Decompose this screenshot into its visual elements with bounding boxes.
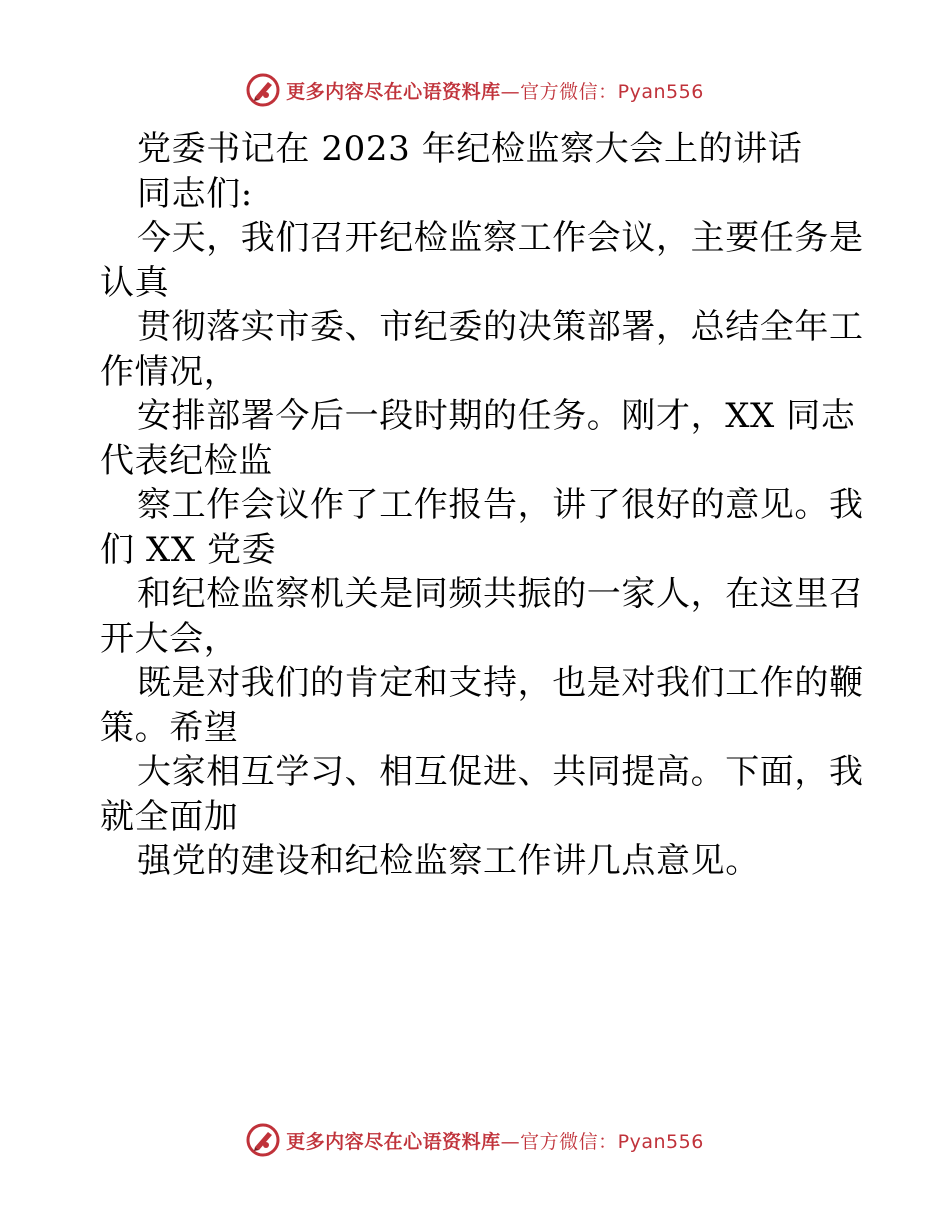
banner-text (286, 77, 704, 104)
document-body (100, 127, 864, 884)
banner-dash: — (500, 1130, 521, 1153)
text-line: 们 XX 党委 (100, 529, 277, 570)
header-banner (0, 70, 950, 110)
banner-dash: — (500, 80, 521, 103)
text-line: 贯彻落实市委、市纪委的决策部署，总结全年工 (137, 307, 864, 347)
text-line: 和纪检监察机关是同频共振的一家人，在这里召 (137, 574, 864, 614)
text-line: 开大会， (100, 618, 239, 659)
text-line: 大家相互学习、相互促进、共同提高。下面，我 (137, 752, 864, 792)
text-line: 策。希望 (100, 707, 239, 748)
text-line: 察工作会议作了工作报告，讲了很好的意见。我 (137, 485, 864, 525)
banner-title: 更多内容尽在心语资料库 (286, 1130, 501, 1153)
footer-banner (0, 1120, 950, 1160)
text-line: 代表纪检监 (100, 440, 273, 481)
banner-text (286, 1127, 704, 1154)
document-title: 党委书记在 2023 年纪检监察大会上的讲话 (137, 129, 803, 169)
banner-wechat: 官方微信：Pyan556 (520, 80, 704, 103)
pen-logo-icon (246, 73, 280, 107)
text-line: 既是对我们的肯定和支持，也是对我们工作的鞭 (137, 663, 864, 703)
text-line: 就全面加 (100, 796, 239, 837)
text-line: 同志们: (137, 173, 253, 214)
text-line: 认真 (100, 262, 170, 303)
text-line: 强党的建设和纪检监察工作讲几点意见。 (137, 841, 760, 881)
text-line: 作情况， (100, 351, 239, 392)
banner-wechat: 官方微信：Pyan556 (520, 1130, 704, 1153)
text-line: 今天，我们召开纪检监察工作会议，主要任务是 (137, 218, 864, 258)
pen-logo-icon (246, 1123, 280, 1157)
banner-title: 更多内容尽在心语资料库 (286, 80, 501, 103)
text-line: 安排部署今后一段时期的任务。刚才，XX 同志 (137, 396, 856, 436)
